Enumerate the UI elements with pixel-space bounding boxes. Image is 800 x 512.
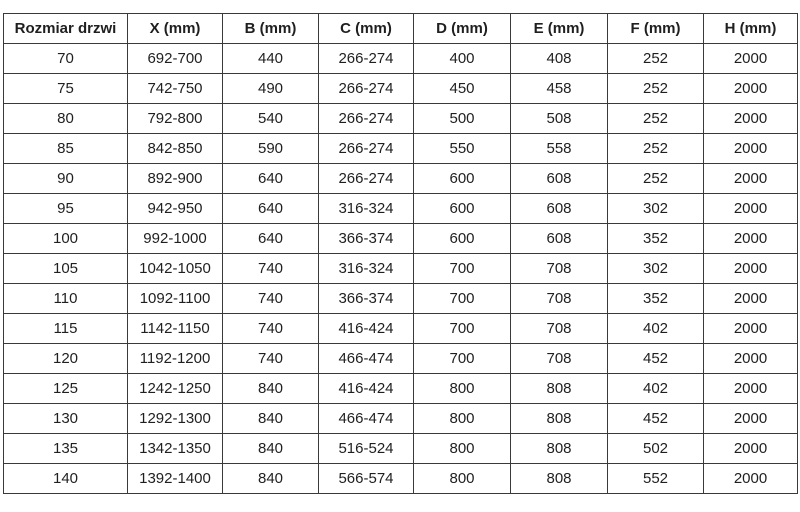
- table-cell: 566-574: [319, 464, 414, 494]
- table-row: [4, 194, 798, 224]
- table-row: [4, 254, 798, 284]
- table-body: [4, 44, 798, 494]
- table-cell: 266-274: [319, 134, 414, 164]
- table-cell: 700: [414, 314, 511, 344]
- table-cell: 608: [511, 194, 608, 224]
- table-cell: 450: [414, 74, 511, 104]
- table-cell: 252: [608, 164, 704, 194]
- table-cell: 140: [4, 464, 128, 494]
- table-cell: 842-850: [128, 134, 223, 164]
- table-cell: 740: [223, 254, 319, 284]
- table-cell: 808: [511, 464, 608, 494]
- table-cell: 100: [4, 224, 128, 254]
- table-cell: 352: [608, 224, 704, 254]
- table-cell: 600: [414, 164, 511, 194]
- table-cell: 1342-1350: [128, 434, 223, 464]
- table-cell: 252: [608, 44, 704, 74]
- table-cell: 1392-1400: [128, 464, 223, 494]
- table-cell: 558: [511, 134, 608, 164]
- table-cell: 800: [414, 404, 511, 434]
- table-cell: 700: [414, 344, 511, 374]
- table-cell: 2000: [704, 254, 798, 284]
- table-cell: 640: [223, 224, 319, 254]
- column-header: F (mm): [608, 14, 704, 44]
- header-row: [4, 14, 798, 44]
- column-header: E (mm): [511, 14, 608, 44]
- table-cell: 608: [511, 164, 608, 194]
- column-header: H (mm): [704, 14, 798, 44]
- table-cell: 500: [414, 104, 511, 134]
- table-cell: 1092-1100: [128, 284, 223, 314]
- table-cell: 366-374: [319, 284, 414, 314]
- table-cell: 608: [511, 224, 608, 254]
- table-cell: 840: [223, 464, 319, 494]
- table-cell: 700: [414, 284, 511, 314]
- table-cell: 2000: [704, 284, 798, 314]
- table-cell: 692-700: [128, 44, 223, 74]
- table-cell: 2000: [704, 224, 798, 254]
- table-cell: 416-424: [319, 374, 414, 404]
- table-cell: 316-324: [319, 194, 414, 224]
- door-dimensions-table: [3, 13, 798, 494]
- table-cell: 95: [4, 194, 128, 224]
- table-cell: 2000: [704, 194, 798, 224]
- table-cell: 808: [511, 434, 608, 464]
- table-cell: 135: [4, 434, 128, 464]
- table-row: [4, 104, 798, 134]
- table-cell: 266-274: [319, 164, 414, 194]
- table-cell: 252: [608, 134, 704, 164]
- table-cell: 1242-1250: [128, 374, 223, 404]
- table-row: [4, 314, 798, 344]
- table-cell: 600: [414, 194, 511, 224]
- table-cell: 302: [608, 194, 704, 224]
- column-header: Rozmiar drzwi: [4, 14, 128, 44]
- table-cell: 800: [414, 374, 511, 404]
- table-cell: 125: [4, 374, 128, 404]
- table-row: [4, 224, 798, 254]
- table-cell: 408: [511, 44, 608, 74]
- table-cell: 302: [608, 254, 704, 284]
- table-cell: 1292-1300: [128, 404, 223, 434]
- column-header: B (mm): [223, 14, 319, 44]
- table-cell: 352: [608, 284, 704, 314]
- table-cell: 105: [4, 254, 128, 284]
- table-cell: 740: [223, 344, 319, 374]
- table-cell: 452: [608, 344, 704, 374]
- table-cell: 2000: [704, 44, 798, 74]
- column-header: D (mm): [414, 14, 511, 44]
- column-header: X (mm): [128, 14, 223, 44]
- table-row: [4, 404, 798, 434]
- table-cell: 490: [223, 74, 319, 104]
- table-cell: 466-474: [319, 344, 414, 374]
- table-cell: 2000: [704, 74, 798, 104]
- table-cell: 2000: [704, 464, 798, 494]
- table-cell: 120: [4, 344, 128, 374]
- table-cell: 742-750: [128, 74, 223, 104]
- table-cell: 266-274: [319, 74, 414, 104]
- table-cell: 502: [608, 434, 704, 464]
- table-cell: 792-800: [128, 104, 223, 134]
- table-cell: 70: [4, 44, 128, 74]
- table-cell: 402: [608, 314, 704, 344]
- table-cell: 800: [414, 434, 511, 464]
- table-cell: 740: [223, 314, 319, 344]
- table-row: [4, 164, 798, 194]
- table-cell: 942-950: [128, 194, 223, 224]
- table-cell: 708: [511, 344, 608, 374]
- table-cell: 252: [608, 74, 704, 104]
- table-cell: 2000: [704, 434, 798, 464]
- table-cell: 516-524: [319, 434, 414, 464]
- table-cell: 130: [4, 404, 128, 434]
- table-header: [4, 14, 798, 44]
- table-cell: 2000: [704, 314, 798, 344]
- table-cell: 458: [511, 74, 608, 104]
- table-row: [4, 44, 798, 74]
- table-row: [4, 434, 798, 464]
- table-row: [4, 134, 798, 164]
- table-cell: 75: [4, 74, 128, 104]
- table-cell: 80: [4, 104, 128, 134]
- table-cell: 2000: [704, 104, 798, 134]
- table-cell: 266-274: [319, 104, 414, 134]
- table-row: [4, 284, 798, 314]
- table-cell: 808: [511, 374, 608, 404]
- table-cell: 708: [511, 314, 608, 344]
- table-row: [4, 344, 798, 374]
- table-cell: 416-424: [319, 314, 414, 344]
- table-cell: 402: [608, 374, 704, 404]
- table-cell: 708: [511, 254, 608, 284]
- table-cell: 115: [4, 314, 128, 344]
- table-cell: 440: [223, 44, 319, 74]
- table-cell: 85: [4, 134, 128, 164]
- table-cell: 840: [223, 374, 319, 404]
- table-cell: 110: [4, 284, 128, 314]
- table-cell: 2000: [704, 404, 798, 434]
- table-cell: 366-374: [319, 224, 414, 254]
- table-cell: 800: [414, 464, 511, 494]
- table-cell: 740: [223, 284, 319, 314]
- table-cell: 466-474: [319, 404, 414, 434]
- table-cell: 508: [511, 104, 608, 134]
- table-cell: 808: [511, 404, 608, 434]
- table-cell: 700: [414, 254, 511, 284]
- table-cell: 550: [414, 134, 511, 164]
- table-row: [4, 464, 798, 494]
- table-cell: 252: [608, 104, 704, 134]
- table-cell: 640: [223, 164, 319, 194]
- table-cell: 708: [511, 284, 608, 314]
- table-cell: 552: [608, 464, 704, 494]
- table-cell: 400: [414, 44, 511, 74]
- table-cell: 640: [223, 194, 319, 224]
- table-cell: 316-324: [319, 254, 414, 284]
- door-dimensions-table-container: [3, 13, 798, 494]
- table-cell: 90: [4, 164, 128, 194]
- table-cell: 840: [223, 404, 319, 434]
- table-cell: 452: [608, 404, 704, 434]
- table-cell: 892-900: [128, 164, 223, 194]
- table-cell: 600: [414, 224, 511, 254]
- table-cell: 1142-1150: [128, 314, 223, 344]
- table-cell: 2000: [704, 344, 798, 374]
- table-cell: 2000: [704, 164, 798, 194]
- table-row: [4, 74, 798, 104]
- table-cell: 266-274: [319, 44, 414, 74]
- table-cell: 540: [223, 104, 319, 134]
- table-cell: 1042-1050: [128, 254, 223, 284]
- table-cell: 992-1000: [128, 224, 223, 254]
- table-cell: 2000: [704, 374, 798, 404]
- column-header: C (mm): [319, 14, 414, 44]
- table-row: [4, 374, 798, 404]
- table-cell: 2000: [704, 134, 798, 164]
- table-cell: 1192-1200: [128, 344, 223, 374]
- table-cell: 840: [223, 434, 319, 464]
- table-cell: 590: [223, 134, 319, 164]
